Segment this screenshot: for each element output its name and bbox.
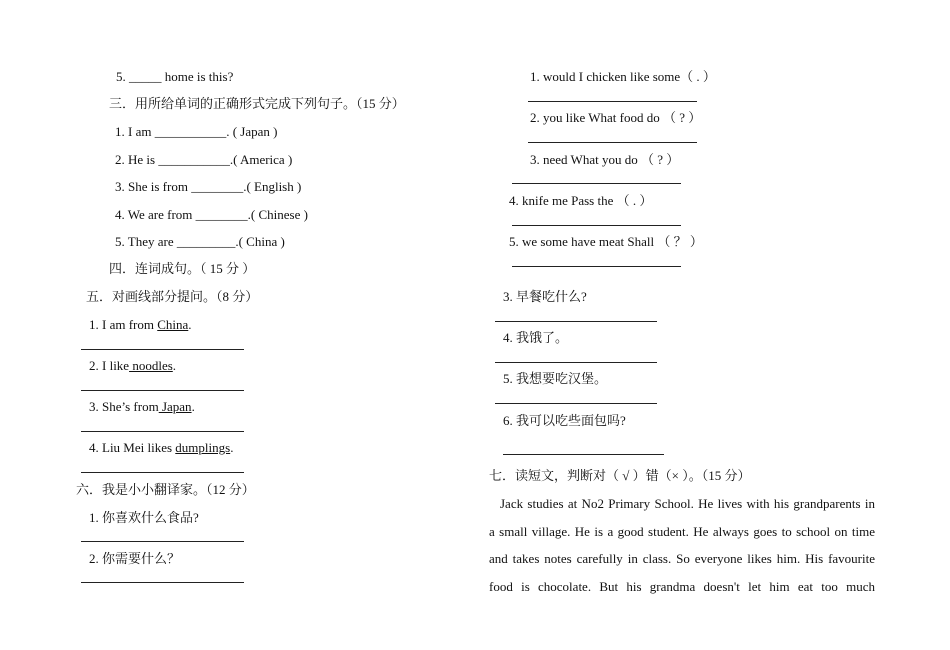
answer-line[interactable] bbox=[512, 225, 681, 226]
answer-line[interactable] bbox=[528, 142, 697, 143]
sec4-item-5: 5. we some have meat Shall （ ？ ） bbox=[509, 234, 703, 249]
answer-line[interactable] bbox=[512, 183, 681, 184]
sec5-item-2: 2. I like noodles. bbox=[89, 358, 177, 373]
reading-passage bbox=[489, 490, 875, 600]
answer-line[interactable] bbox=[503, 454, 664, 455]
answer-line[interactable] bbox=[81, 472, 244, 473]
answer-line[interactable] bbox=[528, 101, 697, 102]
underlined-word: Japan bbox=[158, 399, 192, 414]
sec4-item-4: 4. knife me Pass the （ . ） bbox=[509, 193, 653, 208]
passage-line: Jack studies at No2 Primary School. He lives with his grandparents in bbox=[500, 496, 875, 511]
sec5-item-4: 4. Liu Mei likes dumplings. bbox=[89, 440, 234, 455]
passage-line: a small village. He is a good student. He always goes to school on time bbox=[489, 523, 875, 539]
sec4-item-2: 2. you like What food do （ ? ） bbox=[530, 110, 702, 125]
underlined-word: noodles bbox=[129, 358, 173, 373]
answer-line[interactable] bbox=[81, 541, 244, 542]
sec6-item-6: 6. 我可以吃些面包吗? bbox=[503, 413, 626, 428]
answer-line[interactable] bbox=[512, 266, 681, 267]
question-5-home: 5. _____ home is this? bbox=[116, 69, 234, 84]
sec6-item-5: 5. 我想要吃汉堡。 bbox=[503, 371, 608, 386]
sec3-item-3: 3. She is from ________.( English ) bbox=[115, 179, 302, 194]
answer-line[interactable] bbox=[81, 390, 244, 391]
answer-line[interactable] bbox=[495, 403, 657, 404]
section-3-title: 三．用所给单词的正确形式完成下列句子。（15 分） bbox=[109, 96, 405, 111]
sec4-item-1: 1. would I chicken like some（ . ） bbox=[530, 69, 716, 84]
passage-line: and takes notes carefully in class. So everyone likes him. His favourite bbox=[489, 551, 875, 566]
sec5-item-1: 1. I am from China. bbox=[89, 317, 192, 332]
answer-line[interactable] bbox=[495, 362, 657, 363]
answer-line[interactable] bbox=[81, 582, 244, 583]
sec6-item-3: 3. 早餐吃什么? bbox=[503, 289, 587, 304]
sec5-item-3: 3. She’s from Japan. bbox=[89, 399, 195, 414]
section-6-title: 六．我是小小翻译家。（12 分） bbox=[76, 482, 255, 497]
answer-line[interactable] bbox=[495, 321, 657, 322]
section-5-title: 五．对画线部分提问。（8 分） bbox=[86, 289, 259, 304]
sec6-item-1: 1. 你喜欢什么食品? bbox=[89, 510, 199, 525]
passage-line: food is chocolate. But his grandma doesn't let him eat too much bbox=[489, 578, 875, 594]
section-7-title: 七．读短文，判断对（ √ ）错（× ）。（15 分） bbox=[489, 468, 751, 483]
underlined-word: dumplings bbox=[175, 440, 231, 455]
sec3-item-4: 4. We are from ________.( Chinese ) bbox=[115, 207, 308, 222]
answer-line[interactable] bbox=[81, 431, 244, 432]
answer-line[interactable] bbox=[81, 349, 244, 350]
sec4-item-3: 3. need What you do （ ? ） bbox=[530, 152, 680, 167]
sec3-item-2: 2. He is ___________.( America ) bbox=[115, 152, 293, 167]
sec6-item-4: 4. 我饿了。 bbox=[503, 330, 569, 345]
sec3-item-5: 5. They are _________.( China ) bbox=[115, 234, 285, 249]
sec6-item-2: 2. 你需要什么？ bbox=[89, 551, 181, 566]
sec3-item-1: 1. I am ___________. ( Japan ) bbox=[115, 124, 278, 139]
section-4-title: 四．连词成句。（ 15 分 ） bbox=[109, 261, 256, 276]
underlined-word: China bbox=[157, 317, 189, 332]
